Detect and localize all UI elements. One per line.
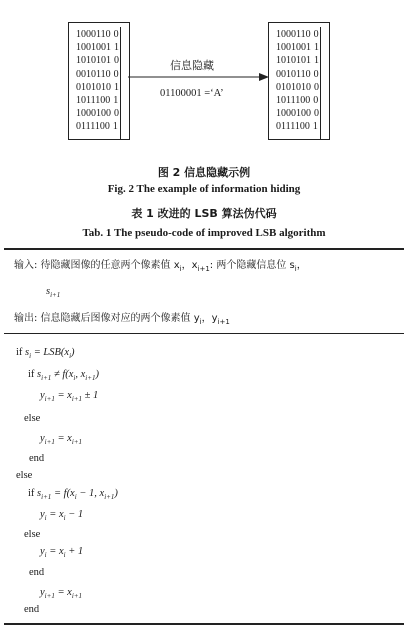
right-bit-prefix: 0101010 bbox=[276, 81, 311, 93]
left-bit-lsb: 1 bbox=[114, 81, 119, 93]
code-line: $y_{i+1} = x_{i+1}$ bbox=[40, 587, 83, 601]
left-bit-lsb: 0 bbox=[113, 68, 119, 80]
code-line: else bbox=[24, 529, 41, 540]
left-bit-row bbox=[76, 55, 119, 67]
right-bit-row bbox=[276, 29, 319, 41]
code-line: if $s_{i+1} \ne f(x_i$, $x_{i+1}$) bbox=[28, 369, 99, 383]
right-bit-row bbox=[276, 82, 319, 94]
left-bit-lsb: 1 bbox=[114, 42, 119, 54]
arrow-label: 信息隐藏 bbox=[170, 59, 214, 72]
right-bit-row bbox=[276, 95, 318, 107]
table-caption-cn: 表 1 改进的 LSB 算法伪代码 bbox=[131, 207, 277, 220]
code-line: end bbox=[24, 604, 40, 615]
left-bit-prefix: 1001001 bbox=[76, 42, 111, 54]
right-bit-row bbox=[276, 108, 319, 120]
right-bit-lsb: 0 bbox=[314, 108, 319, 120]
left-bit-lsb: 0 bbox=[113, 29, 119, 40]
left-bit-row bbox=[76, 82, 119, 94]
figure-caption-en: Fig. 2 The example of information hiding bbox=[107, 183, 301, 195]
code-line: $y_{i+1} = x_{i+1} \pm 1$ bbox=[40, 390, 99, 404]
table-top-rule bbox=[4, 248, 404, 250]
output-line: 输出: 信息隐藏后图像对应的两个像素值 $y_i$，$y_{i+1}$ bbox=[14, 313, 230, 326]
left-bit-row bbox=[76, 95, 118, 107]
right-bit-prefix: 1010101 bbox=[276, 55, 311, 67]
arrow-icon bbox=[128, 72, 270, 82]
table-bottom-rule bbox=[4, 623, 404, 625]
right-bit-lsb: 0 bbox=[313, 68, 319, 80]
right-bit-lsb: 0 bbox=[313, 29, 319, 40]
left-bit-row bbox=[76, 29, 119, 41]
right-bit-row bbox=[276, 42, 319, 54]
code-line: end bbox=[29, 567, 45, 578]
figure-caption-cn: 图 2 信息隐藏示例 bbox=[157, 166, 251, 179]
code-line: $y_i = x_i - 1$ bbox=[40, 509, 84, 523]
left-bit-prefix: 0101010 bbox=[76, 81, 111, 93]
right-bit-lsb: 1 bbox=[314, 42, 319, 54]
right-bit-prefix: 1001001 bbox=[276, 42, 311, 54]
left-bit-row bbox=[76, 121, 118, 133]
table-caption-en: Tab. 1 The pseudo-code of improved LSB algorithm bbox=[82, 227, 326, 239]
code-line: else bbox=[16, 470, 33, 481]
left-bit-row bbox=[76, 108, 119, 120]
left-bit-prefix: 0111100 bbox=[76, 121, 110, 133]
right-bit-lsb: 1 bbox=[312, 121, 318, 133]
code-line: $y_{i+1} = x_{i+1}$ bbox=[40, 433, 83, 447]
code-line: end bbox=[29, 453, 45, 464]
left-bit-lsb: 0 bbox=[114, 55, 119, 67]
code-line: $y_i = x_i + 1$ bbox=[40, 546, 84, 560]
left-bit-lsb: 1 bbox=[112, 121, 118, 133]
left-bit-prefix: 1000100 bbox=[76, 108, 111, 120]
right-bit-row bbox=[276, 121, 318, 133]
left-bit-prefix: 1010101 bbox=[76, 55, 111, 67]
right-bit-prefix: 0111100 bbox=[276, 121, 310, 133]
message-bits: 01100001 =‘A’ bbox=[160, 88, 224, 99]
code-line: if $s_i = LSB(x_i)$ bbox=[16, 347, 75, 361]
right-box-separator bbox=[320, 27, 321, 139]
left-bit-lsb: 0 bbox=[114, 108, 119, 120]
right-bit-prefix: 1000100 bbox=[276, 108, 311, 120]
left-box-separator bbox=[120, 27, 121, 139]
left-bit-prefix: 1011100 bbox=[76, 95, 111, 106]
right-bit-row bbox=[276, 55, 319, 67]
right-bit-row bbox=[276, 69, 319, 81]
code-line: else bbox=[24, 413, 41, 424]
code-line: if $s_{i+1} = f(x_i - 1$, $x_{i+1}$) bbox=[28, 488, 118, 502]
right-bit-prefix: 1011100 bbox=[276, 95, 311, 106]
left-bit-prefix: 1000110 bbox=[76, 29, 111, 40]
table-mid-rule bbox=[4, 333, 404, 334]
input-line: 输入: 待隐藏图像的任意两个像素值 $x_i$，$x_{i+1}$: 两个隐藏信息位 $s_i$， bbox=[14, 260, 307, 273]
right-bit-prefix: 0010110 bbox=[276, 68, 311, 80]
left-bit-row bbox=[76, 42, 119, 54]
input-line-2: $s_{i+1}$ bbox=[46, 286, 61, 300]
right-bit-lsb: 1 bbox=[314, 55, 319, 67]
left-bit-row bbox=[76, 69, 119, 81]
right-bit-lsb: 0 bbox=[314, 81, 319, 93]
right-bit-prefix: 1000110 bbox=[276, 29, 311, 40]
left-bit-prefix: 0010110 bbox=[76, 68, 111, 80]
right-bit-lsb: 0 bbox=[313, 95, 319, 106]
left-bit-lsb: 1 bbox=[113, 95, 119, 106]
